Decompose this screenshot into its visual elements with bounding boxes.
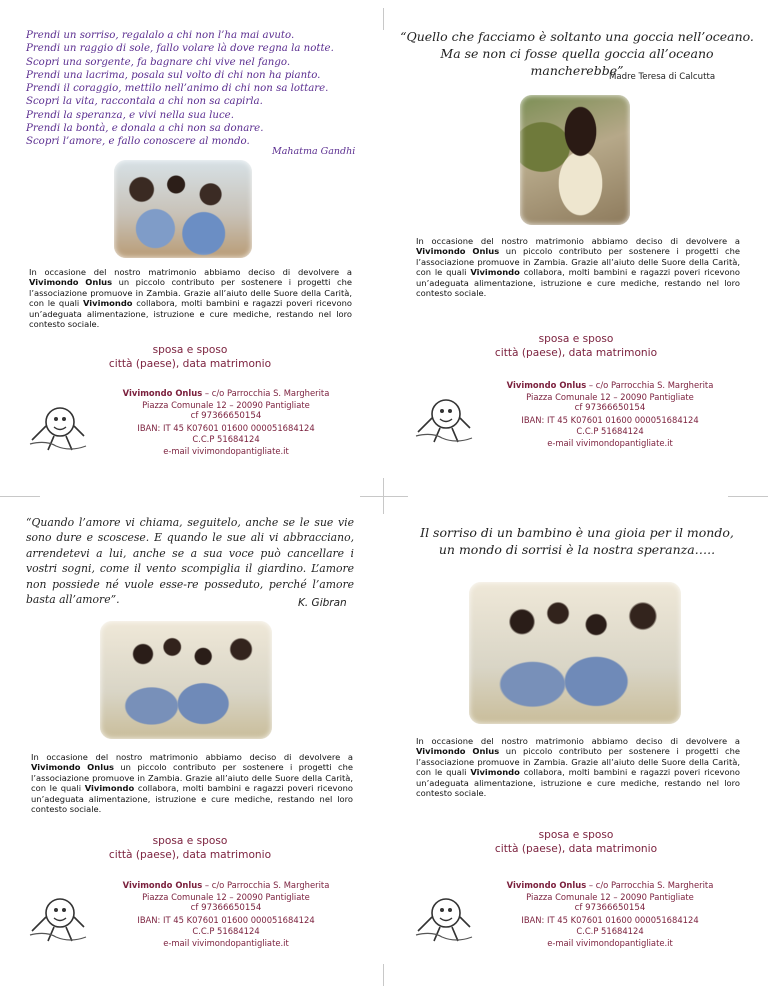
org-ccp: C.C.P 51684124 xyxy=(576,926,644,937)
org-address-line: Vivimondo Onlus – c/o Parrocchia S. Margherita xyxy=(122,388,330,398)
card-top-left xyxy=(0,0,384,497)
quote-line: Prendi un sorriso, regalalo a chi non l’ha mai avuto. xyxy=(26,30,295,41)
org-iban: IBAN: IT 45 K07601 01600 000051684124 xyxy=(521,914,699,925)
org-address-line: Piazza Comunale 12 – 20090 Pantigliate xyxy=(142,891,310,902)
org-ccp: C.C.P 51684124 xyxy=(192,926,260,937)
gibran-quote: “Quando l’amore vi chiama, seguitelo, anche se le sue vie sono dure e scoscese. E quando le sue ali vi abbracciano, arrendetevi a lui, anche se a sua voce può cancellare i vostri sogni, come il vento scompiglia il giardino. L’amore non possiede né vuole esse-re posseduto, perché l’amore basta all’amore”. xyxy=(26,516,354,607)
org-address-line: Vivimondo Onlus – c/o Parrocchia S. Margherita xyxy=(506,880,714,890)
wedding-place-date: città (paese), data matrimonio xyxy=(494,346,658,359)
donation-message: In occasione del nostro matrimonio abbiamo deciso di devolvere a Vivimondo Onlus un piccolo contributo per sostenere i progetti che l’associazione promuove in Zambia. Grazie all’aiuto delle Suore della Carità, con le quali Vivimondo collabora, molti bambini e ragazzi poveri ricevono un’adeguata alimentazione, istruzione e cure mediche, restando nel loro contesto sociale. xyxy=(29,267,352,330)
quote-author: Madre Teresa di Calcutta xyxy=(609,72,716,82)
couple-names xyxy=(426,829,726,856)
org-email: e-mail vivimondopantigliate.it xyxy=(163,937,289,948)
org-ccp: C.C.P 51684124 xyxy=(192,434,260,445)
gandhi-quote xyxy=(26,29,356,149)
card-bottom-right xyxy=(384,497,768,994)
quote-line: Scopri la vita, raccontala a chi non sa capirla. xyxy=(26,96,263,108)
couple-line: sposa e sposo xyxy=(152,344,228,356)
couple-names xyxy=(426,333,726,360)
children-photo xyxy=(114,160,252,258)
vivimondo-logo-icon xyxy=(412,887,474,945)
org-info xyxy=(88,388,364,458)
org-address-line: Vivimondo Onlus – c/o Parrocchia S. Margherita xyxy=(506,380,714,390)
classroom-photo xyxy=(469,582,681,724)
org-fiscal-code: cf 97366650154 xyxy=(574,403,646,414)
org-fiscal-code: cf 97366650154 xyxy=(574,903,646,914)
org-info xyxy=(472,880,748,950)
couple-names xyxy=(40,344,340,371)
org-fiscal-code: cf 97366650154 xyxy=(190,903,262,914)
quote-line: Prendi la bontà, e donala a chi non sa donare. xyxy=(26,123,264,135)
card-bottom-left xyxy=(0,497,384,994)
couple-line: sposa e sposo xyxy=(538,829,614,841)
org-info xyxy=(472,380,748,450)
quote-line: Prendi la speranza, e vivi nella sua luce. xyxy=(26,109,234,121)
couple-names xyxy=(40,835,340,862)
org-address-line: Piazza Comunale 12 – 20090 Pantigliate xyxy=(142,399,310,410)
donation-message: In occasione del nostro matrimonio abbiamo deciso di devolvere a Vivimondo Onlus un piccolo contributo per sostenere i progetti che l’associazione promuove in Zambia. Grazie all’aiuto delle Suore della Carità, con le quali Vivimondo collabora, molti bambini e ragazzi poveri ricevono un’adeguata alimentazione, istruzione e cure mediche, restando nel loro contesto sociale. xyxy=(416,736,740,799)
org-address-line: Piazza Comunale 12 – 20090 Pantigliate xyxy=(526,891,694,902)
classroom-photo xyxy=(100,621,272,739)
org-email: e-mail vivimondopantigliate.it xyxy=(547,437,673,448)
org-info xyxy=(88,880,364,950)
wedding-place-date: città (paese), data matrimonio xyxy=(108,848,272,861)
org-iban: IBAN: IT 45 K07601 01600 000051684124 xyxy=(137,422,315,433)
smile-quote xyxy=(394,524,760,558)
org-fiscal-code: cf 97366650154 xyxy=(190,411,262,422)
org-email: e-mail vivimondopantigliate.it xyxy=(163,445,289,456)
couple-line: sposa e sposo xyxy=(152,835,228,847)
couple-line: sposa e sposo xyxy=(538,333,614,345)
org-email: e-mail vivimondopantigliate.it xyxy=(547,937,673,948)
quote-line: Prendi un raggio di sole, fallo volare là dove regna la notte. xyxy=(26,43,334,55)
quote-line: un mondo di sorrisi è la nostra speranza….. xyxy=(438,542,716,557)
vivimondo-logo-icon xyxy=(26,887,88,945)
card-top-right xyxy=(384,0,768,497)
wedding-place-date: città (paese), data matrimonio xyxy=(108,357,272,370)
quote-line: Ma se non ci fosse quella goccia all’oceano mancherebbe” xyxy=(440,46,714,78)
quote-author: Mahatma Gandhi xyxy=(272,146,356,157)
donation-message: In occasione del nostro matrimonio abbiamo deciso di devolvere a Vivimondo Onlus un piccolo contributo per sostenere i progetti che l’associazione promuove in Zambia. Grazie all’aiuto delle Suore della Carità, con le quali Vivimondo collabora, molti bambini e ragazzi poveri ricevono un’adeguata alimentazione, istruzione e cure mediche, restando nel loro contesto sociale. xyxy=(31,752,353,815)
quote-line: Il sorriso di un bambino è una gioia per il mondo, xyxy=(420,525,734,540)
org-address-line: Piazza Comunale 12 – 20090 Pantigliate xyxy=(526,391,694,402)
org-iban: IBAN: IT 45 K07601 01600 000051684124 xyxy=(521,414,699,425)
org-address-line: Vivimondo Onlus – c/o Parrocchia S. Margherita xyxy=(122,880,330,890)
org-ccp: C.C.P 51684124 xyxy=(576,426,644,437)
quote-author: K. Gibran xyxy=(298,597,347,609)
wedding-place-date: città (paese), data matrimonio xyxy=(494,842,658,855)
org-iban: IBAN: IT 45 K07601 01600 000051684124 xyxy=(137,914,315,925)
quote-line: Prendi una lacrima, posala sul volto di chi non ha pianto. xyxy=(26,69,321,81)
quote-line: “Quello che facciamo è soltanto una goccia nell’oceano. xyxy=(400,29,754,44)
quote-line: Prendi il coraggio, mettilo nell’animo di chi non sa lottare. xyxy=(26,83,329,95)
quote-line: Scopri una sorgente, fa bagnare chi vive nel fango. xyxy=(26,56,291,68)
quote-line: Scopri l’amore, e fallo conoscere al mondo. xyxy=(26,136,250,148)
vivimondo-logo-icon xyxy=(412,388,474,446)
child-portrait-photo xyxy=(520,95,630,225)
donation-message: In occasione del nostro matrimonio abbiamo deciso di devolvere a Vivimondo Onlus un piccolo contributo per sostenere i progetti che l’associazione promuove in Zambia. Grazie all’aiuto delle Suore della Carità, con le quali Vivimondo collabora, molti bambini e ragazzi poveri ricevono un’adeguata alimentazione, istruzione e cure mediche, restando nel loro contesto sociale. xyxy=(416,236,740,299)
vivimondo-logo-icon xyxy=(26,396,88,454)
